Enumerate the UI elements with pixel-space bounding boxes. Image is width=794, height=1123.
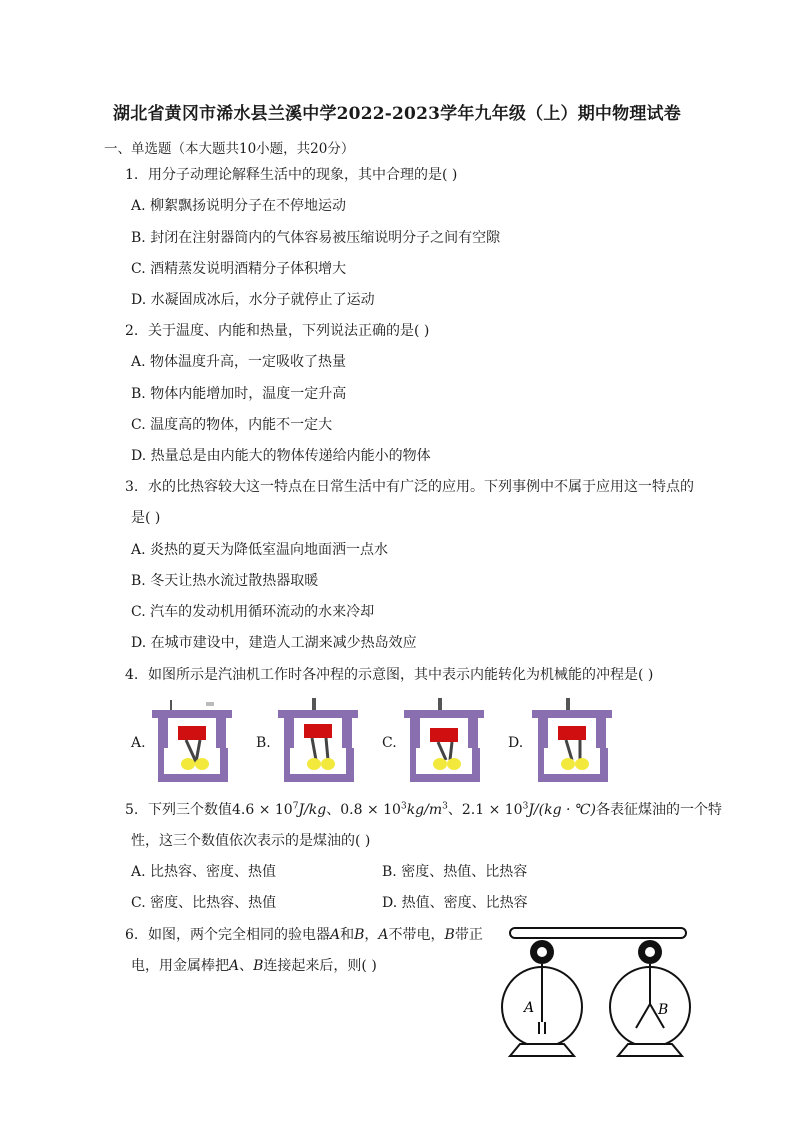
engine-stroke-c [404,698,484,782]
question-2-option-c: C. 温度高的物体，内能不一定大 [131,417,333,433]
metal-rod [510,928,686,938]
question-3-option-b: B. 冬天让热水流过散热器取暖 [131,573,319,589]
electroscope-a-label: A [524,1000,535,1016]
question-1-option-b: B. 封闭在注射器筒内的气体容易被压缩说明分子之间有空隙 [131,230,501,246]
engine-stroke-b [278,698,358,782]
question-1-option-c: C. 酒精蒸发说明酒精分子体积增大 [131,261,347,277]
question-4-stem: 4. 如图所示是汽油机工作时各冲程的示意图，其中表示内能转化为机械能的冲程是( ) [125,667,654,683]
question-6-stem-cont: 电，用金属棒把A、B连接起来后，则( ) [131,958,377,974]
figure-label-d: D. [508,735,524,751]
engine-figure-d [530,696,614,786]
electroscope-figure [500,922,696,1062]
question-3-option-d: D. 在城市建设中，建造人工湖来减少热岛效应 [131,635,417,651]
question-5-stem: 5. 下列三个数值$4.6 \times 10^7J/kg$、$0.8 \times 10^3kg/m^3$、$2.1 \times 10^3J/(kg$ · ℃)各表征煤油的一个特 [125,801,723,818]
engine-stroke-a [152,700,232,782]
section-heading: 一、单选题（本大题共10小题，共20分） [104,141,355,157]
question-1-stem: 1. 用分子动理论解释生活中的现象，其中合理的是( ) [125,167,458,183]
question-5-option-d: D. 热值、密度、比热容 [382,895,528,911]
question-3-option-c: C. 汽车的发动机用循环流动的水来冷却 [131,604,375,620]
question-3-stem: 3. 水的比热容较大这一特点在日常生活中有广泛的应用。下列事例中不属于应用这一特点的 [125,479,694,495]
question-2-option-a: A. 物体温度升高，一定吸收了热量 [131,354,347,370]
question-5-stem-cont: 性，这三个数值依次表示的是煤油的( ) [131,833,371,849]
figure-label-a: A. [131,735,146,751]
question-5-option-b: B. 密度、热值、比热容 [382,864,528,880]
question-3-option-a: A. 炎热的夏天为降低室温向地面洒一点水 [131,542,389,558]
question-1-option-d: D. 水凝固成冰后，水分子就停止了运动 [131,292,375,308]
engine-figure-a [150,696,234,786]
question-2-option-d: D. 热量总是由内能大的物体传递给内能小的物体 [131,448,431,464]
engine-figure-b [276,696,360,786]
question-2-option-b: B. 物体内能增加时，温度一定升高 [131,386,347,402]
question-5-option-c: C. 密度、比热容、热值 [131,895,277,911]
question-5-option-a: A. 比热容、密度、热值 [131,864,277,880]
figure-label-b: B. [256,735,271,751]
question-6-stem: 6. 如图，两个完全相同的验电器A和B，A不带电，B带正 [125,927,483,943]
question-1-option-a: A. 柳絮飘扬说明分子在不停地运动 [131,198,347,214]
engine-stroke-d [532,698,612,782]
question-2-stem: 2. 关于温度、内能和热量，下列说法正确的是( ) [125,323,430,339]
figure-label-c: C. [382,735,397,751]
question-3-stem-cont: 是( ) [131,510,161,526]
engine-figure-c [402,696,486,786]
electroscope-b-label: B [658,1002,669,1018]
page-title: 湖北省黄冈市浠水县兰溪中学2022-2023学年九年级（上）期中物理试卷 [113,104,681,124]
